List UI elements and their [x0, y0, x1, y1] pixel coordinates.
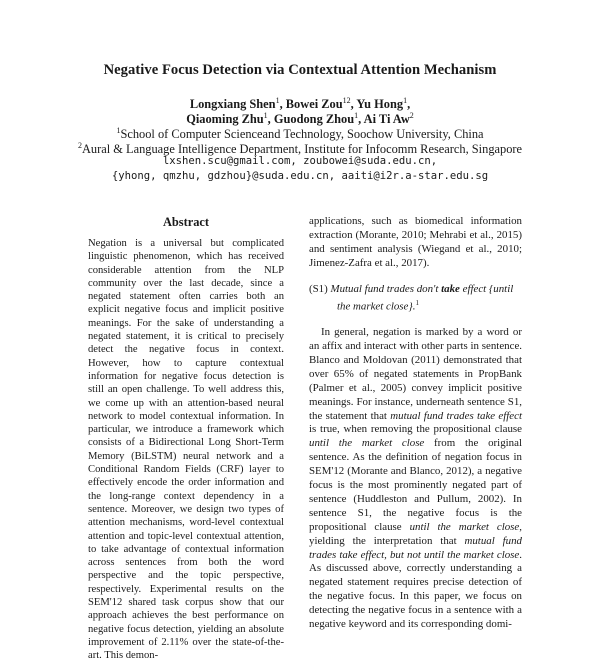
intro-paragraph-2	[309, 326, 522, 632]
para-text: In general, negation is marked by a word or an affix and interact with other parts in sentence. Blanco and Moldovan (2011) demonstrated that over 65% of negated statements in PropBank (Palmer et al., 2005) convey implicit positive meanings. For instance, underneath sentence S1, the statement that	[309, 326, 522, 422]
para-text: is true, when removing the propositional clause	[309, 423, 522, 436]
right-column	[309, 215, 522, 632]
affiliation-sup: 2	[77, 141, 82, 150]
para-text: from the original sentence. As the definition of negation focus in SEM'12 (Morante and Blanco, 2012), a negative focus is the most prominently negated part of sentence (Huddleston and Pullum, 2002). In sentence S1, the negative focus is the propositional clause	[309, 437, 522, 533]
para-italic: until the market close	[309, 437, 425, 450]
example-label: (S1)	[309, 282, 328, 295]
author-affil-sup: 1	[354, 111, 359, 120]
affiliation-sup: 1	[116, 126, 121, 135]
author-affil-sup: 1	[403, 96, 408, 105]
author-name: Ai Ti Aw	[363, 112, 410, 127]
author-name: Guodong Zhou	[273, 112, 355, 127]
example-keyword: take	[441, 282, 460, 295]
abstract-text: Negation is a universal but complicated linguistic phenomenon, which has received considerable attention from the NLP community over the last decade, since a negated statement often carries both an explicit negative focus and implicit positive meanings. For the sake of understanding a negated statement, it is critical to precisely detect the negative focus in context. However, how to capture contextual information for negative focus detection is still an open challenge. To well address this, we come up with an attention-based neural network to model contextual information. In particular, we introduce a framework which consists of a Bidirectional Long Short-Term Memory (BiLSTM) neural network and a Conditional Random Fields (CRF) layer to effectively encode the order information and the long-range context dependency in a sentence. Moreover, we design two types of attention mechanisms, word-level contextual attention and topic-level contextual attention, to take advantage of contextual information across sentences from both the word perspective and the topic perspective, respectively. Experimental results on the SEM'12 shared task corpus show that our approach achieves the best performance on negative focus detection, yielding an absolute improvement of 2.11% over the state-of-the-art. This demon-	[88, 238, 284, 662]
author-affil-sup: 2	[409, 111, 414, 120]
para-text: . As discussed above, correctly understanding a negated statement requires precise detection of the negative focus. In this paper, we focus on detecting the negative focus in a sentence with a negative keyword and its corresponding domi-	[309, 548, 522, 631]
author-affil-sup: 1	[275, 96, 280, 105]
affiliation-text: School of Computer Scienceand Technology, Soochow University, China	[120, 127, 484, 142]
example-sentence-s1	[309, 283, 522, 314]
para-italic: mutual fund trades take effect	[390, 409, 522, 422]
author-name: Longxiang Shen	[189, 97, 276, 112]
intro-paragraph-1: applications, such as biomedical information extraction (Morante, 2010; Mehrabi et al., 2015) and sentiment analysis (Wiegand et al., 2010; Jimenez-Zafra et al., 2017).	[309, 215, 522, 269]
paper-title: Negative Focus Detection via Contextual Attention Mechanism	[103, 62, 497, 78]
para-italic: mutual fund trades take effect, but not until the market close	[309, 534, 522, 561]
author-name: Qiaoming Zhu	[186, 112, 264, 127]
footnote-marker: 1	[415, 298, 419, 307]
para-text: , yielding the interpretation that	[309, 520, 522, 547]
abstract-heading: Abstract	[162, 215, 210, 229]
para-italic: until the market close	[409, 520, 520, 533]
authors-line-2: Qiaoming Zhu$^1$, Guodong Zhou$^1$, Ai Ti Aw$^2$	[186, 111, 414, 127]
email-line-2: {yhong, qmzhu, gdzhou}@suda.edu.cn, aaiti@i2r.a-star.edu.sg	[111, 170, 489, 182]
author-affil-sup: 12	[342, 96, 351, 105]
example-text: effect {until the market close}.	[337, 282, 514, 313]
author-name: Bowei Zou	[285, 97, 343, 112]
author-name: Yu Hong	[356, 97, 404, 112]
affiliation-text: Aural & Language Intelligence Department, Institute for Infocomm Research, Singapore	[81, 142, 523, 157]
example-text: Mutual fund trades don't	[330, 282, 442, 295]
authors-line-1: Longxiang Shen$^1$, Bowei Zou$^{12}$, Yu Hong$^1$,	[189, 96, 411, 112]
author-affil-sup: 1	[263, 111, 268, 120]
email-line-1: lxshen.scu@gmail.com, zoubowei@suda.edu.cn,	[162, 155, 438, 167]
